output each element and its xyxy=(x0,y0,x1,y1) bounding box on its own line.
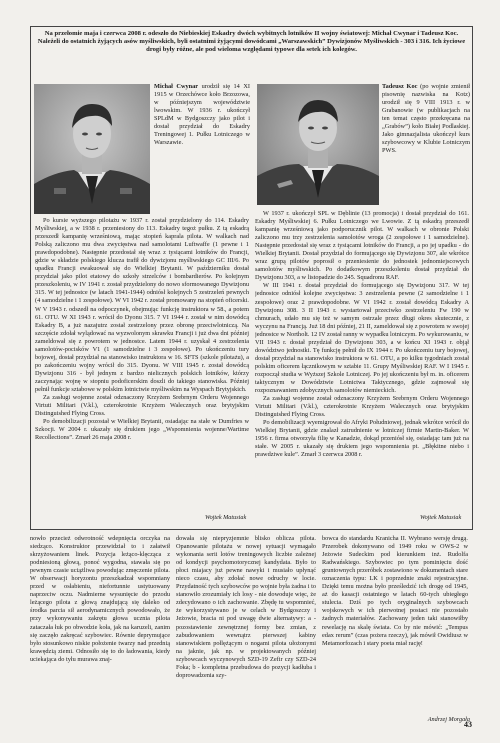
article-column-middle xyxy=(176,535,316,730)
cwynar-paragraph-1: urodził się 14 XI 1915 w Orzechówce koło Brzozowa, w późniejszym województwie lwowskim. W 1936 r. ukończył SPLdM w Bydgoszczy jako pilot i dostał przydział do Eskadry Treningowej 1. Pułku Lotniczego w Warszawie. xyxy=(154,83,250,147)
portrait-cwynar-image xyxy=(34,84,150,214)
photo-michal-cwynar xyxy=(34,84,150,214)
cwynar-author: Wojtek Matusiak xyxy=(205,514,247,521)
article-text-left: nowło przecież odwrotność wdepnięcia orczyka na siedząco. Konstruktor przewidział to i załatwił skrzyżowaniem linek. Pozycja leżąco-klęcząca z podniesioną głową, ponoć wygodna, stawała się po pewnym czasie uciążliwa powodując zmęczenie pilota. W obserwacji horyzontu przeszkadzał wspomniany przed w osłabieniu, niefortunnie ustytuowany naprzeciw oczu. Nadmierne wysunięcie do przodu leżącego pilota z głową znajdującą się daleko od środka parcia sił aerodynamicznych powodowało, że przy wykonywaniu zakrętu głowa ucznia pilota zataczała łuk po obwodzie koła, jak na karuzeli, zanim się zaczęło zakręcać szybowiec. Równie deprymujące było stosunkowo niskie położenie twarzy nad przednią krawędzią ziemi. Odnosiło się to do ładowania, kiedy uciekająca do tyłu murawa znaj- xyxy=(30,535,170,663)
cwynar-paragraph-2: Po kursie wyższego pilotażu w 1937 r. został przydzielony do 114. Eskadry Myśliwskiej, a w 1938 r. przeniesiony do 113. Eskadry tegoż pułku. Z tą eskadrą przeszedł kampanię wrześniową, mając stopień kaprala pilota. W walkach nad Polską zaliczono mu dwa zwycięstwa nad samolotami Luftwaffe (1 pewne i 1 prawdopodobne). Następnie przedostał się wraz z tysiącami lotników do Francji, gdzie w składzie polskiego klucza trafił do dywizjonu myśliwskiego GC III/6. Po upadku Francji ewakuował się do Wielkiej Brytanii. W październiku dostał przydział jako pilot etatowy do szkoły strzelców i bombardierów. Po kolejnym przeszkoleniu, w IV 1941 r. został przydzielony do nowo sformowanego Dywizjonu 315. W tej jednostce (w latach 1941-1944) odniósł kolejnych 5 zestrzeleń pewnych (4 samodzielne i 1 zespołowe). W VI 1942 r. został promowany na stopień oficerski. W V 1943 r. odszedł na odpoczynek, obejmując funkcję instruktora w 58., a potem 61. OTU. W XI 1943 r. wrócił do Dyonu 315. 7 VI 1944 r. został w nim dowódcą Eskadry B, a już nazajutrz został zestrzelony przez obronę przeciwlotniczą. Na szczęście zdołał wylądować na wyzwolonym skrawku Francji i już dwa dni później zameldował się z powrotem w jednostce. Latem 1944 r. uzyskał 4 zestrzelenia samolotów-pocisków V1 (1 samodzielne i 3 zespołowe). Po ukończeniu tury bojowej, dostał przydział na stanowisko instruktora w 16. SFTS (szkole pilotażu), a po zakończeniu wojny wrócił do 315. Dyonu. W VIII 1945 r. został dowódcą Dywizjonu 316 - był jednym z bardzo nielicznych polskich lotników, którzy zaczynając wojnę w stopniu podoficerskim doszli do takiego stanowiska. Później pełnił funkcje sztabowe w polskim lotnictwie myśliwskim na Wyspach Brytyjskich. xyxy=(35,217,249,393)
article-text-right: bowca do standardu Kranicha II. Wybrano wersję drugą. Przerobek dokonywano od 1949 roku w OWS-2 w Jeżowie Sudeckim pod kierunkiem inż. Rudolfa Radwańskiego. Szybowiec po tym pominięciu dość gruntownych przeróbek zostawiono w dokumentach stare oznaczenia typu: LK i poprzednie znaki rejestracyjne. Dzięki temu można było prześledzić ich drogę od 1945, aż do kasacji ostatniego w latach 60-tych ubiegłego stulecia. Dziś po tych oryginalnych szybowcach wojskowych w ich pierwotnej postaci nie pozostało żadnych materiałów. Zachowany jeden taki stanowiłby rewelację na skalę świata. Co by nie mówić: „Tempus edax rerum” (czas pożera rzeczy), jak mówił Owidiusz w Metamorfozach i stary poeta miał rację! xyxy=(322,535,468,647)
koc-column-top xyxy=(382,83,470,211)
article-author: Andrzej Morgała xyxy=(427,716,470,723)
koc-paragraph-4: Za zasługi wojenne został odznaczony Krzyżem Srebrnym Orderu Wojennego Virtuti Militari (V.kl.), czterokrotnie Krzyżem Walecznych oraz brytyjskim Distinguished Flying Cross. xyxy=(255,395,469,419)
portrait-koc-image xyxy=(257,84,379,205)
cwynar-column-top xyxy=(154,83,250,217)
koc-paragraph-2: W 1937 r. ukończył SPL w Dęblinie (13 promocja) i dostał przydział do 161. Eskadry Myśliwskiej 6. Pułku Lotniczego we Lwowie. Z tą eskadrą przeszedł kampanię wrześniową jako podporucznik pilot. W walkach w obronie Polski zaliczono mu trzy zestrzelenia samolotów wroga (2 zespołowe i 1 samodzielne). Następnie przedostał się wraz z tysiącami lotników do Francji, a po jej upadku - do Wielkiej Brytanii. Dostał przydział do formującego się Dywizjonu 307, ale wkrótce wraz grupą pilotów poprosił o przeniesienie do jednostek jednomiejscowych samolotów myśliwskich. Po dodatkowym przeszkoleniu dostał przydział do Dywizjonu 303, a w listopadzie do 245. Squadronu RAF. xyxy=(255,210,469,282)
koc-paragraph-3: W III 1941 r. dostał przydział do formującego się Dywizjonu 317. W tej jednostce odniósł kolejne zwycięstwa: 3 zestrzelenia pewne (2 samodzielne i 1 zespołowe) oraz 2 prawdopodobne. W VI 1942 r. został dowódcą Eskadry A Dywizjonu 308. 3 II 1943 r. wystartował przeciwko zestrzeleniu Fw 190 w chmurach, udało mu się też w samym ostrzale przez długi okres skutecznie, z wyczynu na Francją. Już 18 dni później, 21 II, zameldował się z powrotem w swojej jednostce w Northolt. 12 IV został ranny w wypadku lotniczym. Po wykurowaniu, w VII 1943 r. dostał przydział do Dywizjonu 303, a w końcu XI 1943 r. objął dowództwo jednostki. Tę funkcję pełnił do IX 1944 r. Po ukończeniu tury bojowej, dostał przydział na stanowisko instruktora w 61. OTU, a po kilku tygodniach został polskim oficerem łącznikowym w sztabie 11. Grupy Myśliwskiej RAF. W I 1945 r. rozpoczął studia w Wyższej Szkole Lotniczej. Po jej ukończeniu był m. in. oficerem taktycznym w Dowództwie Lotnictwa Taktycznego, gdzie zajmował się rozpoznawaniem zdobycznych samolotów niemieckich. xyxy=(255,282,469,395)
article-text-middle: dowała się niepryzjemnie blisko oblicza pilota. Opanowanie pilotażu w nowej sytuacji wymagało wykonania serii lotów treningowych liczbie zależnej od kondycji psychomotorycznej kandydata. Było to płoci miajacy już pewne nawyki i musiało upłynąć nieco czasu, aby zdołać nowe odruchy w locie. Przydatność tych szybowców po wojnie była żadna i to stanowiło zrozumiały ich losy - nie dowoduje więc, że zdecydowano o ich zachowanie. Zbędę tu wspomnieć, że wykorzystywano je w celach w Bydgoszczy i Jeżowie, bracia ni pod uwagę dwie alternatywy: a - pozostawienie zewnętrznej formy bez zmian, z zabudowaniem wewnątrz pierwszej kabiny stanowiskiem połlężącym o nogami pilota ułożonymi na jaknie, jak np. w projektowanych później szybowcach wyczynowych SZD-19 Zefir czy SZD-24 Foka; b - kompletna przebudowa do pozycji kadłuba i doprowadzenia szy- xyxy=(176,535,316,679)
article-column-right xyxy=(322,535,468,710)
article-column-left xyxy=(30,535,170,730)
cwynar-paragraph-3: Za zasługi wojenne został odznaczony Krzyżem Srebrnym Orderu Wojennego Virtuti Militari (V.kl.), czterokrotnie Krzyżem Walecznych oraz brytyjskim Distinguished Flying Cross. xyxy=(35,394,249,418)
intro-lead: Na przełomie maja i czerwca 2008 r. odeszło do Niebieskiej Eskadry dwóch wybitnych lotników II wojny światowej: Michał Cwynar i Tadeusz Koc. Należeli do ostatnich żyjących asów myśliwskich, byli ostatnimi żyjącymi dowódcami „Warszawskich” Dywizjonów Myśliwskich - 303 i 316. Ich życiowe drogi były różne, ale pod wieloma względami typowe dla setek ich kolegów. xyxy=(37,30,466,54)
page-number: 43 xyxy=(464,720,472,729)
koc-author: Wojtek Matusiak xyxy=(420,514,462,521)
koc-name: Tadeusz Koc xyxy=(382,83,418,90)
cwynar-name: Michał Cwynar xyxy=(154,83,199,90)
cwynar-column-main xyxy=(35,217,249,513)
koc-paragraph-1: (po wojnie zmienił pisownię nazwiska na Kotz) urodził się 9 VIII 1913 r. w Grabanowie (w publikacjach na ten temat często przekręcana na „Grabów”) koło Białej Podlaskiej. Jako gimnazjalista ukończył kurs szybowcowy w Klubie Lotniczym PWS. xyxy=(382,83,470,155)
photo-tadeusz-koc xyxy=(257,84,379,205)
cwynar-paragraph-4: Po demobilizacji pozostał w Wielkiej Brytanii, osiadając na stałe w Dumfries w Szkocji. W 2004 r. ukazały się drukiem jego „Wspomnienia wojenne/Wartime Recollections”. Zmarł 26 maja 2008 r. xyxy=(35,418,249,442)
koc-column-main xyxy=(255,210,469,514)
koc-paragraph-5: Po demobilizacji wyemigrował do Afryki Południowej, jednak wkrótce wrócił do Wielkiej Brytanii, gdzie znalazł zatrudnienie w lotniczej firmie Martin-Baker. W 1956 r. firma otworzyła filię w Kanadzie, dokąd przeniósł się, osiadając tam już na stałe. W 2005 r. ukazały się drukiem jego wspomnienia pt. „Błękitne niebo i prawdziwe kule”. Zmarł 3 czerwca 2008 r. xyxy=(255,419,469,459)
